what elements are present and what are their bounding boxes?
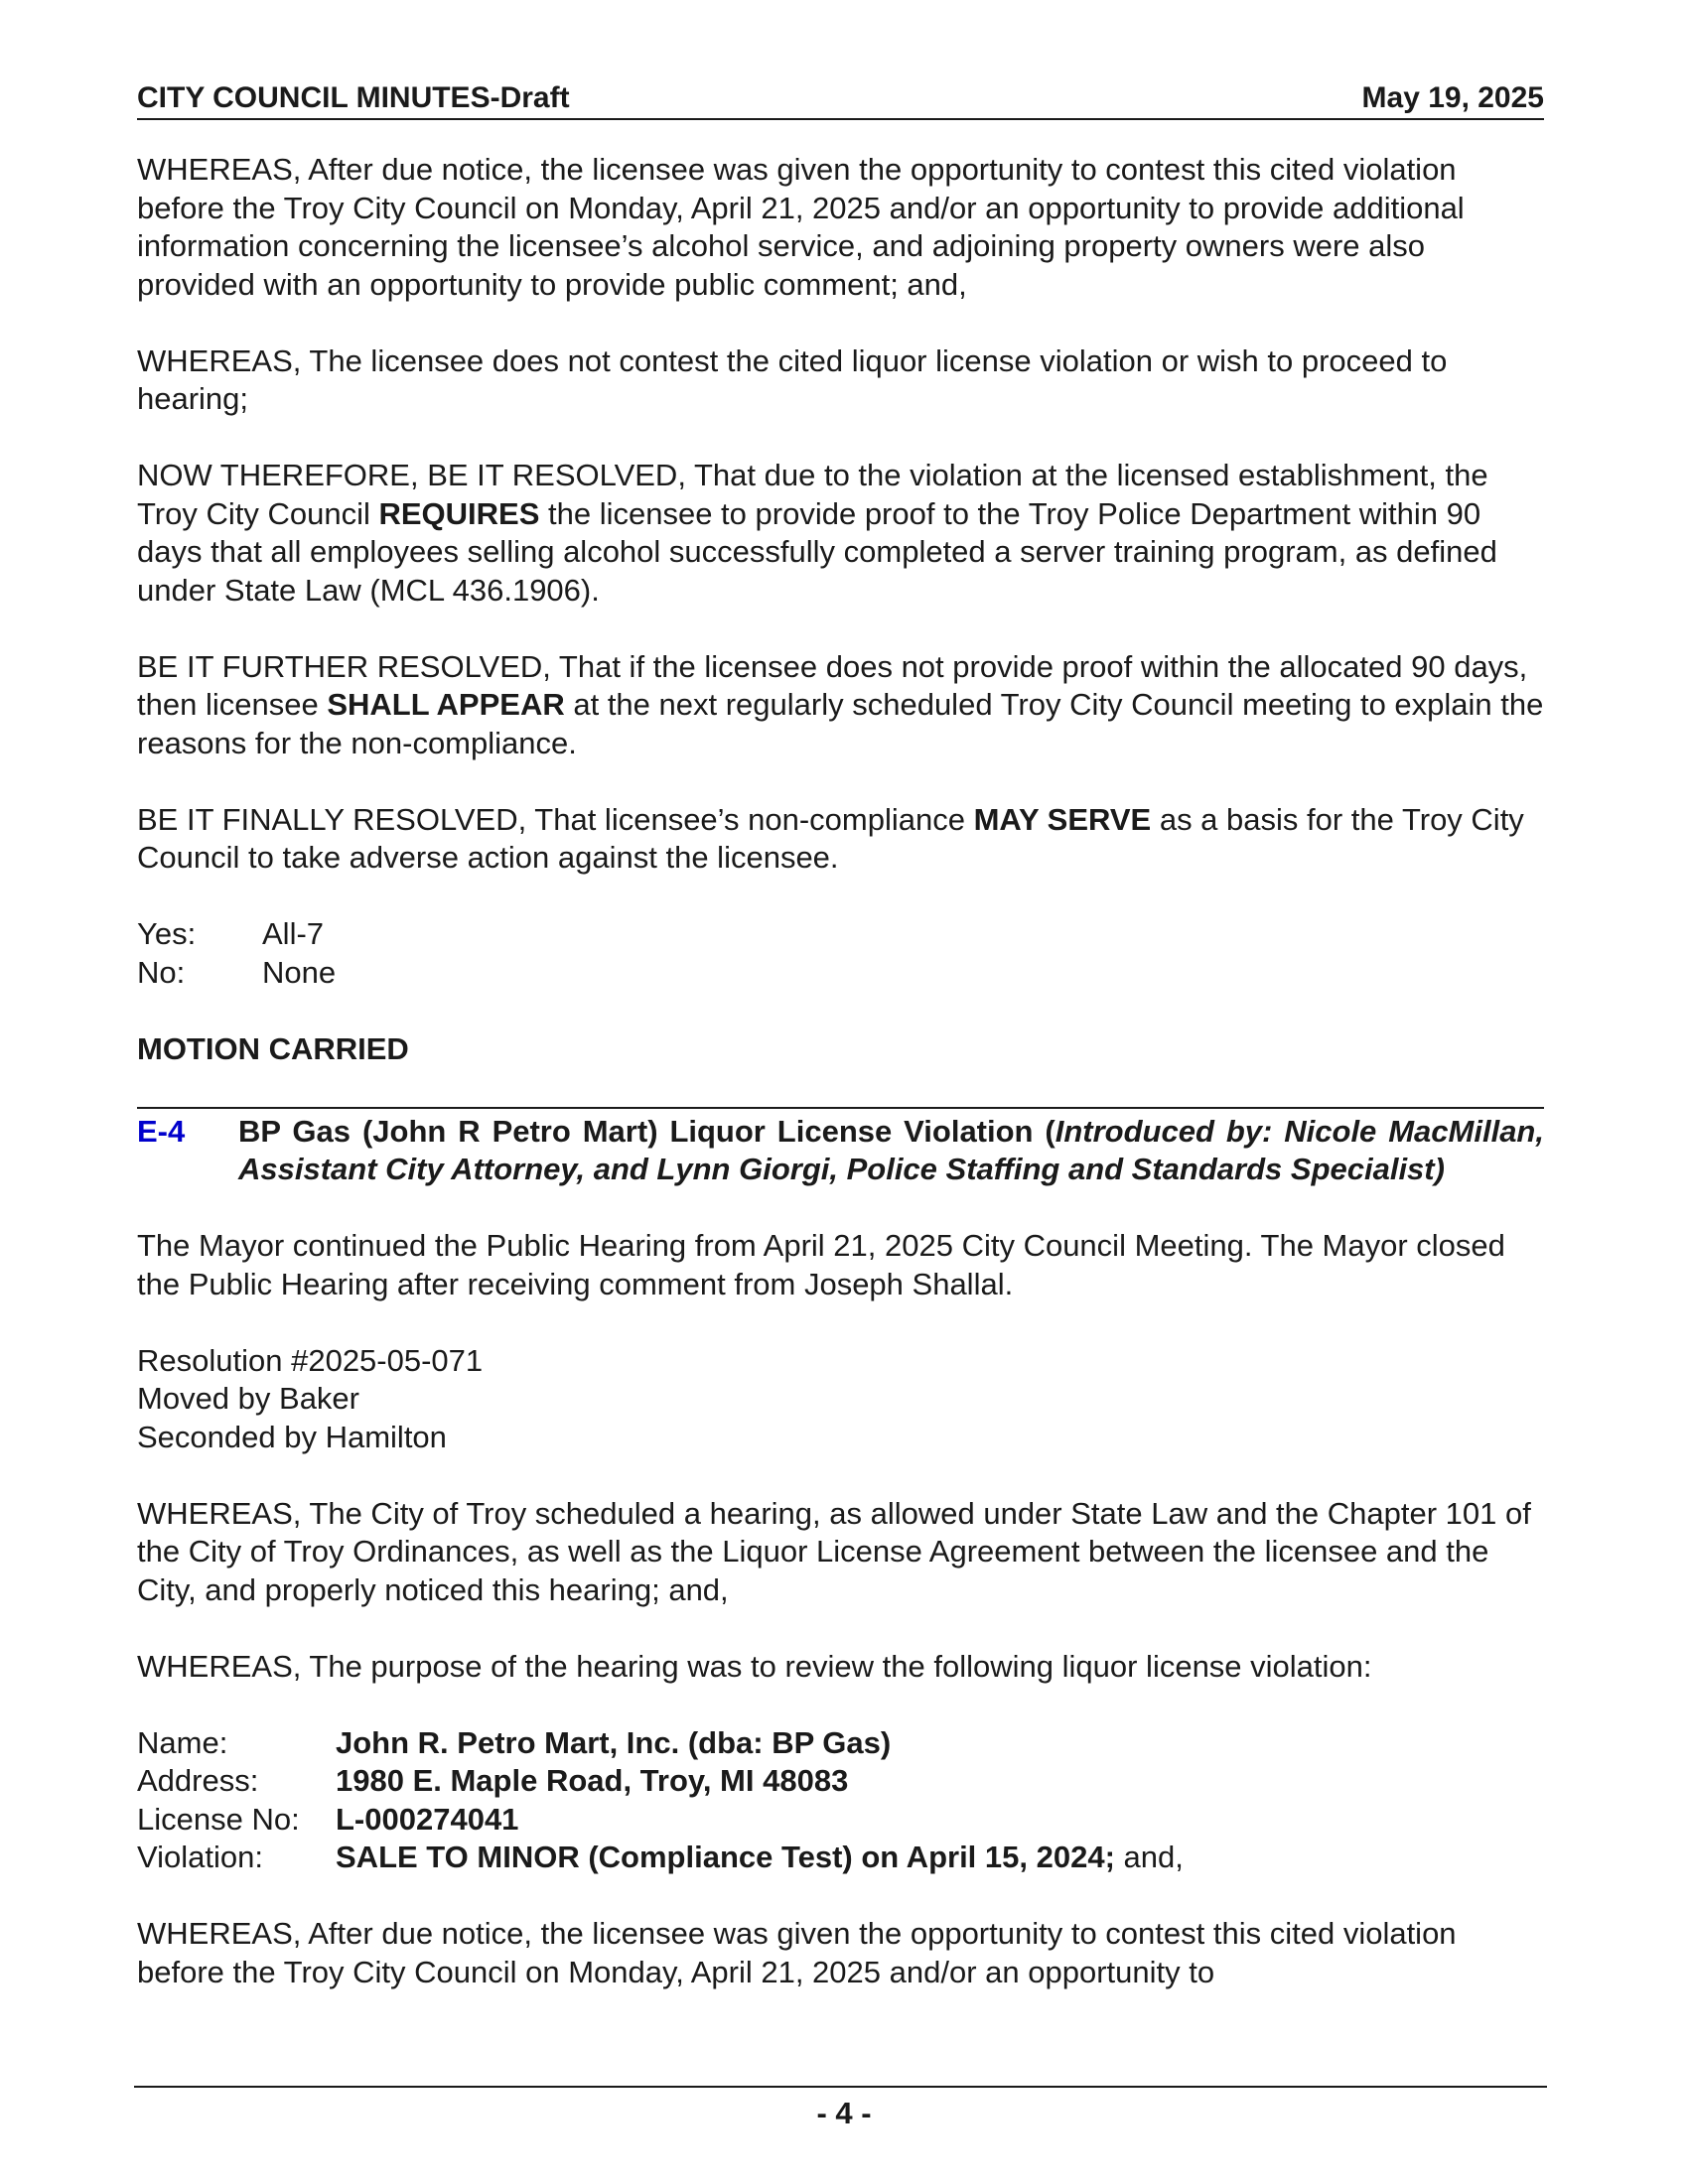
paragraph-whereas-notice-2: WHEREAS, After due notice, the licensee was given the opportunity to contest this cited violation before the Troy City Council on Monday, April 21, 2025 and/or an opportunity to: [137, 1916, 1457, 1989]
vote-yes-row: [137, 915, 1544, 954]
violation-type-label: Violation:: [137, 1840, 263, 1874]
paragraph-finally-resolved: [137, 801, 1544, 878]
violation-name-label: Name:: [137, 1724, 228, 1760]
resolved-text: NOW THEREFORE, BE IT RESOLVED, That due to the violation at the licensed establishment, the Troy City Council: [137, 458, 1488, 531]
violation-license-value: L-000274041: [336, 1801, 519, 1837]
paragraph-resolved: [137, 457, 1544, 610]
paragraph-whereas-purpose: WHEREAS, The purpose of the hearing was to review the following liquor license violation:: [137, 1648, 1372, 1684]
resolved-emphasis: REQUIRES: [378, 495, 540, 531]
violation-details: [137, 1724, 1544, 1877]
vote-yes-value: All-7: [262, 916, 325, 951]
resolved-text-rest: the licensee to provide proof to the Troy Police Department within 90 days that all employees selling alcohol successfully completed a server training program, as defined under State Law (MCL 436.1906).: [137, 495, 1497, 608]
further-resolved-text: BE IT FURTHER RESOLVED, That if the licensee does not provide proof within the allocated 90 days, then licensee: [137, 648, 1528, 722]
finally-resolved-emphasis: MAY SERVE: [973, 801, 1152, 837]
moved-by: Moved by Baker: [137, 1381, 359, 1416]
violation-license-row: [137, 1801, 1544, 1840]
document-body: [137, 151, 1544, 2030]
agenda-item-header: [137, 1107, 1544, 1189]
violation-type-value: SALE TO MINOR (Compliance Test) on April 15, 2024;: [336, 1840, 1115, 1874]
violation-name-row: [137, 1724, 1544, 1763]
agenda-item-title-text: BP Gas (John R Petro Mart) Liquor License Violation (: [238, 1113, 1055, 1149]
paragraph-whereas-hearing: WHEREAS, The City of Troy scheduled a hearing, as allowed under State Law and the Chapter 101 of the City of Troy Ordinances, as well as the Liquor License Agreement between the licensee and the City, and properly noticed this hearing; and,: [137, 1495, 1531, 1607]
violation-license-label: License No:: [137, 1801, 300, 1837]
vote-no-label: No:: [137, 954, 186, 990]
document-title: CITY COUNCIL MINUTES-Draft: [137, 81, 570, 114]
further-resolved-emphasis: SHALL APPEAR: [327, 687, 565, 722]
violation-address-row: [137, 1762, 1544, 1801]
vote-block: [137, 915, 1544, 992]
paragraph-public-hearing: The Mayor continued the Public Hearing from April 21, 2025 City Council Meeting. The Mayor closed the Public Hearing after receiving comment from Joseph Shallal.: [137, 1228, 1505, 1301]
agenda-item-title: [238, 1113, 1544, 1189]
resolution-info: [137, 1342, 1544, 1457]
paragraph-whereas-notice: WHEREAS, After due notice, the licensee was given the opportunity to contest this cited violation before the Troy City Council on Monday, April 21, 2025 and/or an opportunity to provide additional information concerning the licensee’s alcohol service, and adjoining property owners were also provided with an opportunity to provide public comment; and,: [137, 152, 1465, 302]
violation-address-label: Address:: [137, 1763, 259, 1798]
finally-resolved-text: BE IT FINALLY RESOLVED, That licensee’s non-compliance: [137, 801, 974, 837]
document-date: May 19, 2025: [1361, 81, 1544, 114]
vote-yes-label: Yes:: [137, 916, 197, 951]
agenda-item-number: E-4: [137, 1113, 186, 1149]
violation-address-value: 1980 E. Maple Road, Troy, MI 48083: [336, 1763, 849, 1798]
page-header: [137, 79, 1544, 120]
footer-rule: [134, 2086, 1547, 2088]
violation-name-value: John R. Petro Mart, Inc. (dba: BP Gas): [336, 1724, 892, 1760]
motion-result: MOTION CARRIED: [137, 1030, 409, 1066]
seconded-by: Seconded by Hamilton: [137, 1419, 447, 1454]
paragraph-whereas-no-contest: WHEREAS, The licensee does not contest the cited liquor license violation or wish to proceed to hearing;: [137, 342, 1448, 416]
paragraph-further-resolved: [137, 648, 1544, 763]
agenda-item-introduced-by: Introduced by: Nicole MacMillan, Assistant City Attorney, and Lynn Giorgi, Police Staffing and Standards Specialist): [238, 1113, 1544, 1186]
violation-type-value-wrap: [336, 1839, 1184, 1877]
vote-no-row: [137, 954, 1544, 993]
violation-type-row: [137, 1839, 1544, 1877]
violation-type-suffix: and,: [1114, 1840, 1184, 1874]
finally-resolved-text-rest: as a basis for the Troy City Council to take adverse action against the licensee.: [137, 801, 1524, 875]
further-resolved-text-rest: at the next regularly scheduled Troy City Council meeting to explain the reasons for the non-compliance.: [137, 687, 1544, 760]
page-number: - 4 -: [816, 2096, 872, 2130]
resolution-number: Resolution #2025-05-071: [137, 1342, 484, 1378]
vote-no-value: None: [262, 954, 337, 990]
